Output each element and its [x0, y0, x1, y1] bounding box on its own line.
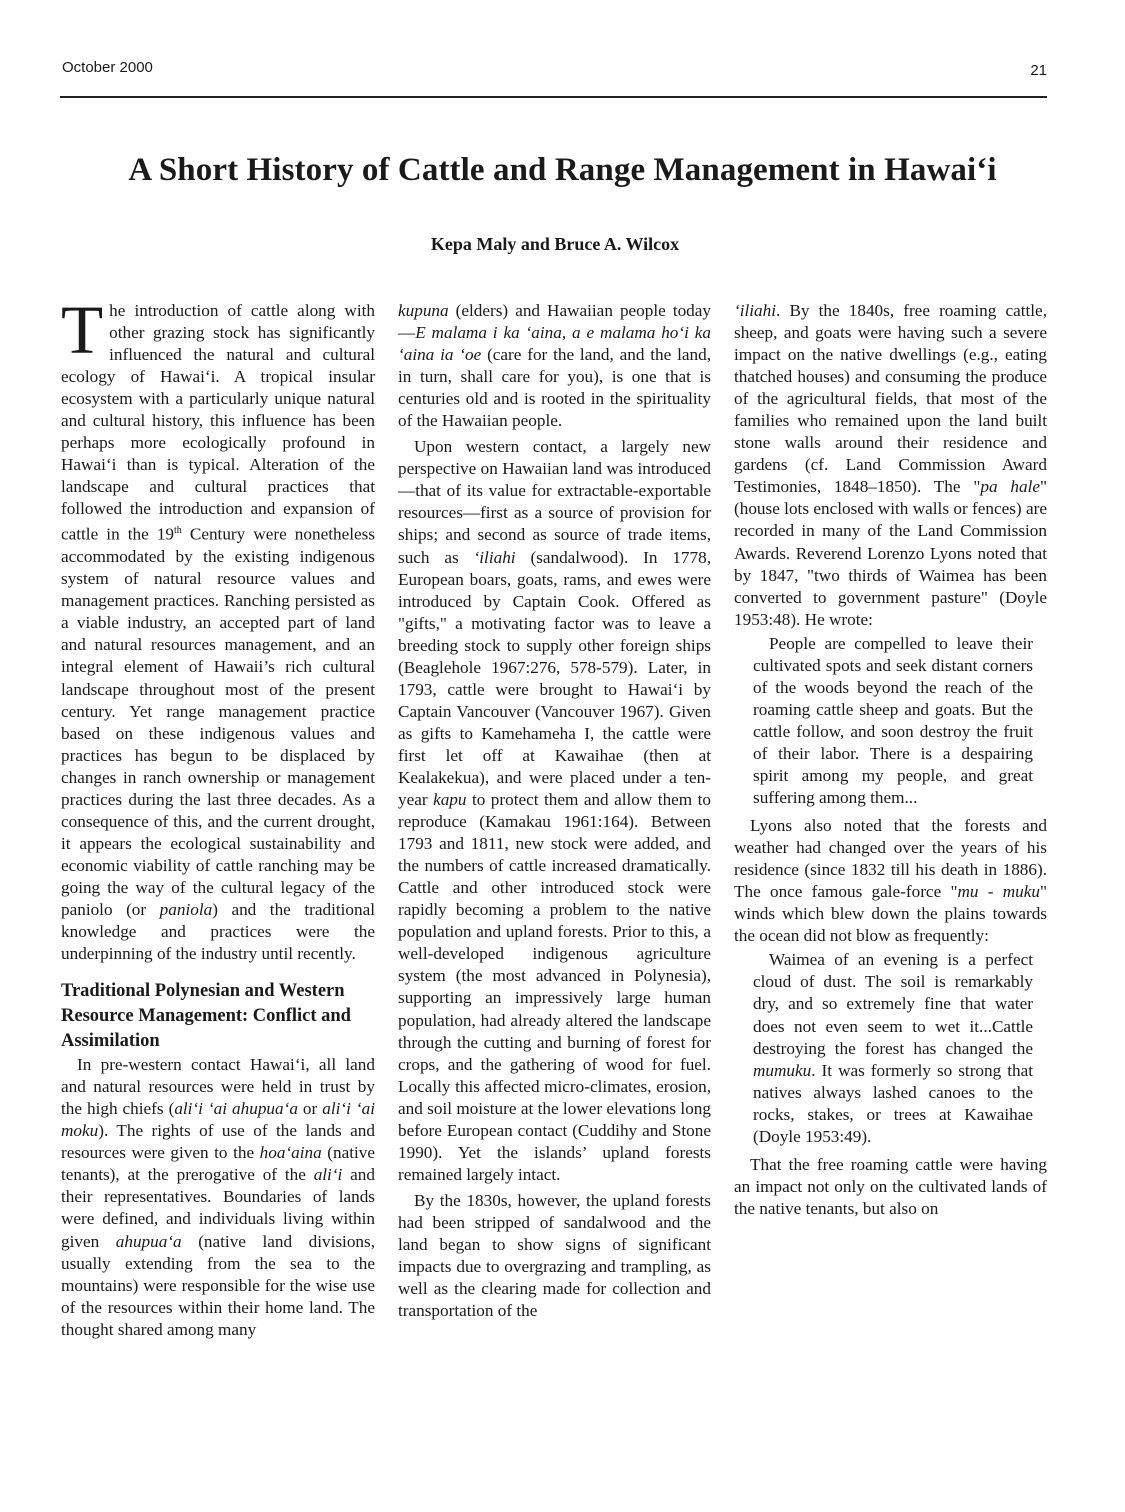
issue-date: October 2000	[62, 59, 153, 76]
section-paragraph-5: That the free roaming cattle were having an impact not only on the cultivated lands of the native tenants, but also on	[734, 1154, 1047, 1218]
section-heading: Traditional Polynesian and Western Resource Management: Conflict and Assimilation	[61, 981, 351, 1052]
section-paragraph-4: Lyons also noted that the forests and weather had changed over the years of his residence (since 1832 till his death in 1886). The once famous gale-force "mu - muku" winds which blew down the plains towards the ocean did not blow as frequently:	[734, 816, 1047, 946]
drop-cap: T	[61, 292, 104, 368]
article-authors: Kepa Maly and Bruce A. Wilcox	[430, 234, 680, 254]
block-quote-1: People are compelled to leave their cultivated spots and seek distant corners of the woods beyond the reach of the roaming cattle sheep and goats. But the cattle follow, and soon destroy the fruit of their labor. There is a despairing spirit among my people, and great suffering among them...	[753, 633, 1033, 808]
text-column-2	[398, 300, 711, 1322]
section-paragraph-1: In pre-western contact Hawai‘i, all land and natural resources were held in trust by the high chiefs (ali‘i ‘ai ahupua‘a or ali‘i ‘ai moku). The rights of use of the lands and resources were given to the hoa‘aina (native tenants), at the prerogative of the ali‘i and their representatives. Boundaries of lands were defined, and individuals living within given ahupua‘a (native land divisions, usually extending from the sea to the mountains) were responsible for the wise use of the resources within their home land. The thought shared among many	[61, 1055, 376, 1339]
text-column-3	[734, 300, 1047, 1220]
section-paragraph-2: Upon western contact, a largely new perspective on Hawaiian land was introduced—that of its value for extractable-exportable resources—first as a source of provision for ships; and second as source of trade items, such as ‘iliahi (sandalwood). In 1778, European boars, goats, rams, and ewes were introduced by Captain Cook. Offered as "gifts," a motivating factor was to leave a breeding stock to supply other foreign ships (Beaglehole 1967:276, 578-579). Later, in 1793, cattle were brought to Hawai‘i by Captain Vancouver (Vancouver 1967). Given as gifts to Kamehameha I, the cattle were first let off at Kawaihae (then at Kealakekua), and were placed under a ten-year kapu to protect them and allow them to reproduce (Kamakau 1961:164). Between 1793 and 1811, new stock were added, and the numbers of cattle increased dramatically. Cattle and other introduced stock were rapidly becoming a problem to the native population and upland forests. Prior to this, a well-developed indigenous agriculture system (the most advanced in Polynesia), supporting an impressively large human population, had already altered the landscape through the cutting and burning of forest for crops, and the gathering of wood for fuel. Locally this affected micro-climates, erosion, and soil moisture at the lower elevations long before European contact (Cuddihy and Stone 1990). Yet the islands’ upland forests remained largely intact.	[398, 437, 712, 1184]
block-quote-2: Waimea of an evening is a perfect cloud of dust. The soil is remarkably dry, and so extremely fine that water does not even seem to wet it...Cattle destroying the forest has changed the mumuku. It was formerly so strong that natives always lashed canoes to the rocks, stakes, or trees at Kawaihae (Doyle 1953:49).	[753, 950, 1033, 1146]
text-column-1	[61, 292, 376, 1341]
intro-paragraph: The introduction of cattle along with other grazing stock has significantly influenced the natural and cultural ecology of Hawai‘i. A tropical insular ecosystem with a particularly unique natural and cultural history, this influence has been perhaps more ecologically profound in Hawai‘i than is typical. Alteration of the landscape and cultural practices that followed the introduction and expansion of cattle in the 19th Century were nonetheless accommodated by the existing indigenous system of natural resource values and management practices. Ranching persisted as a viable industry, an accepted part of land and natural resources management, and an integral element of Hawaii’s rich cultural landscape throughout most of the present century. Yet range management practice based on these indigenous values and practices has begun to be displaced by changes in ranch ownership or management practices during the last three decades. As a consequence of this, and the current drought, it appears the ecological sustainability and economic viability of cattle ranching may be going the way of the cultural legacy of the paniolo (or paniola) and the traditional knowledge and practices were the underpinning of the industry until recently.	[61, 292, 375, 964]
section-paragraph-1-continued: kupuna (elders) and Hawaiian people today—E malama i ka ‘aina, a e malama ho‘i ka ‘aina ia ‘oe (care for the land, and the land, in turn, shall care for you), is one that is centuries old and is rooted in the spirituality of the Hawaiian people.	[398, 301, 711, 431]
page-number: 21	[1030, 62, 1047, 79]
section-paragraph-3-continued: ‘iliahi. By the 1840s, free roaming cattle, sheep, and goats were having such a severe impact on the native dwellings (e.g., eating thatched houses) and consuming the produce of the agricultural fields, that most of the families who remained upon the land built stone walls around their residence and gardens (cf. Land Commission Award Testimonies, 1848–1850). The "pa hale" (house lots enclosed with walls or fences) are recorded in many of the Land Commission Awards. Reverend Lorenzo Lyons noted that by 1847, "two thirds of Waimea has been converted to government pasture" (Doyle 1953:48). He wrote:	[734, 301, 1048, 629]
section-paragraph-3: By the 1830s, however, the upland forests had been stripped of sandalwood and the land began to show signs of significant impacts due to overgrazing and trampling, as well as the clearing made for collection and transportation of the	[398, 1190, 711, 1321]
p2-break-point: (native land divisions, usually extending from the sea to the mountains) were responsible for the wise use of the resources within their home land. The thought shared among many	[61, 1231, 376, 1339]
running-header	[60, 56, 1047, 98]
article-title: A Short History of Cattle and Range Management in Hawai‘i	[128, 152, 997, 188]
